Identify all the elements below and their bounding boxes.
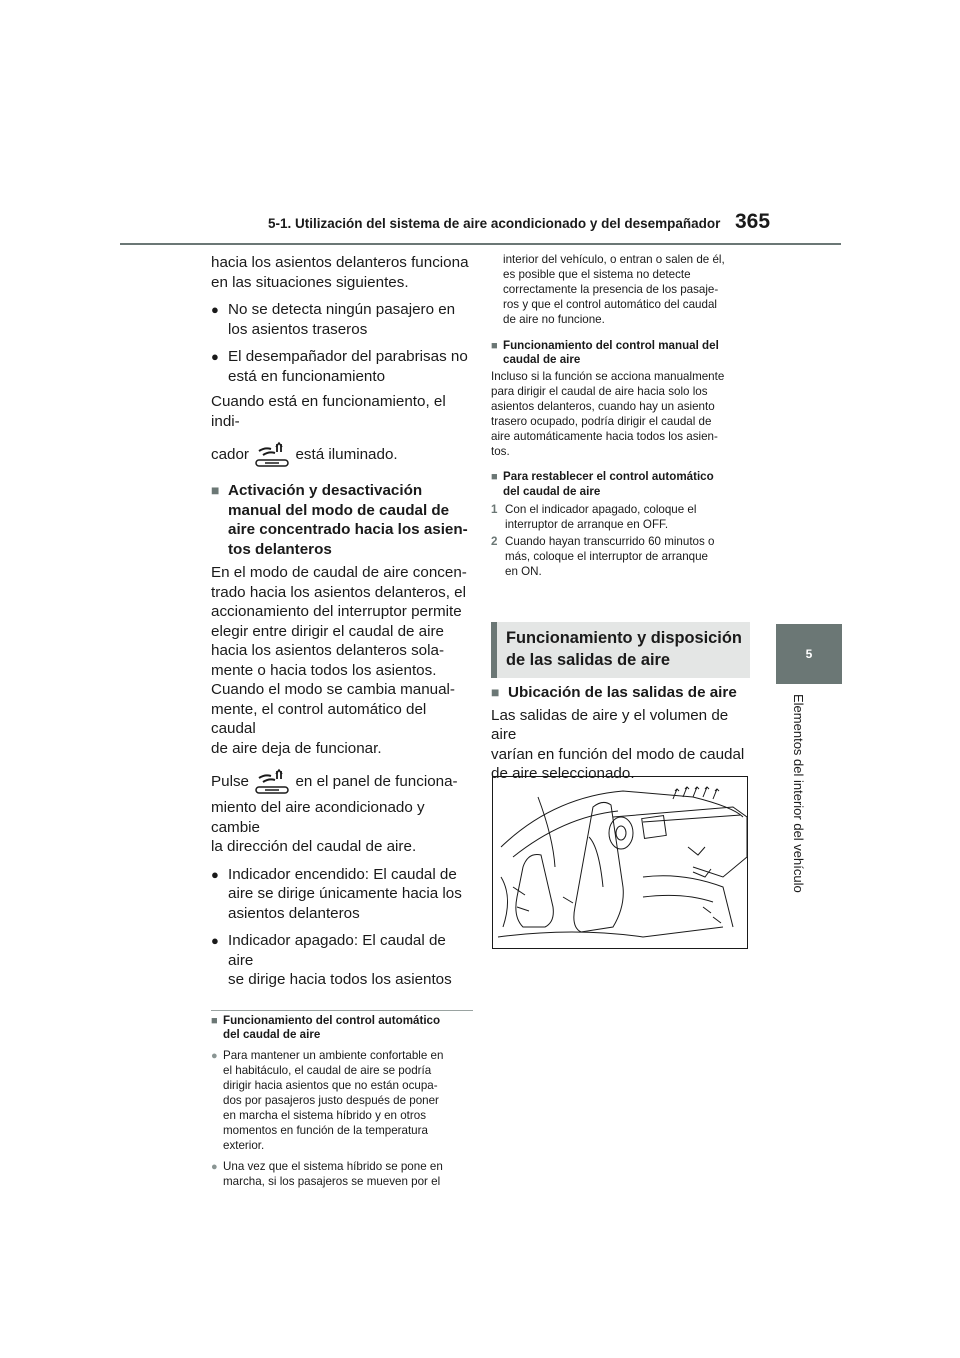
- paragraph-line: Cuando el modo se cambia manual-: [211, 681, 455, 698]
- bullet-text: aire se dirige únicamente hacia los: [228, 885, 462, 902]
- bullet-text: se dirige hacia todos los asientos: [228, 971, 452, 988]
- bullet-text: los asientos traseros: [228, 320, 368, 338]
- note-line: interior del vehículo, o entran o salen de él,: [503, 253, 725, 266]
- paragraph-line: elegir entre dirigir el caudal de aire: [211, 622, 445, 640]
- note-heading-line: Funcionamiento del control automático: [223, 1013, 441, 1027]
- page-number: 365: [735, 210, 771, 233]
- paragraph-line: mente o hacia todos los asientos.: [211, 661, 437, 679]
- note-item: [211, 1160, 473, 1190]
- paragraph-line: de aire deja de funcionar.: [211, 739, 382, 757]
- paragraph-line: accionamiento del interruptor permite: [211, 603, 462, 620]
- note-line: correctamente la presencia de los pasaje-: [503, 282, 719, 296]
- paragraph: [211, 563, 473, 758]
- section-title-line: Funcionamiento y disposición: [506, 629, 742, 647]
- bullet-text: Indicador encendido: El caudal de: [228, 865, 457, 883]
- press-line: miento del aire acondicionado y cambie: [211, 799, 425, 836]
- note-bullet-icon: ●: [211, 1160, 218, 1173]
- note-item: [211, 1049, 473, 1153]
- list-item: [211, 865, 473, 924]
- heading-line: Ubicación de las salidas de aire: [508, 684, 737, 701]
- outlets-section: [491, 683, 753, 784]
- note-heading: [211, 1014, 473, 1044]
- bullet-icon: ●: [211, 302, 219, 317]
- bullet-text: El desempañador del parabrisas no: [228, 348, 468, 365]
- step-line: Cuando hayan transcurrido 60 minutos o: [505, 535, 715, 549]
- step-line: en ON.: [505, 565, 542, 579]
- front-seat-airflow-icon: [253, 441, 291, 469]
- square-marker-icon: ■: [211, 1014, 218, 1027]
- paragraph-line: de aire seleccionado.: [491, 765, 635, 782]
- intro-line: en las situaciones siguientes.: [211, 273, 409, 291]
- note-line: Incluso si la función se acciona manualmente: [491, 370, 725, 384]
- bullet-text: está en funcionamiento: [228, 367, 386, 385]
- chapter-number: 5: [805, 647, 813, 661]
- vehicle-interior-illustration: [492, 776, 748, 949]
- section-title-box: [491, 622, 750, 678]
- note-line: exterior.: [223, 1138, 265, 1152]
- header-rule: [120, 243, 841, 245]
- note-line: el habitáculo, el caudal de aire se podría: [223, 1064, 432, 1078]
- indicator-after: está iluminado.: [295, 446, 398, 463]
- paragraph-line: varían en función del modo de caudal: [491, 745, 745, 763]
- bullet-text: Indicador apagado: El caudal de aire: [228, 932, 446, 969]
- note-line: tos.: [491, 444, 510, 458]
- step-line: más, coloque el interruptor de arranque: [505, 550, 709, 564]
- list-item: [211, 347, 473, 386]
- paragraph-line: mente, el control automático del caudal: [211, 700, 427, 737]
- notes-divider: [211, 1010, 473, 1011]
- note-line: aire automáticamente hacia todos los asien-: [491, 429, 718, 443]
- note-heading: [491, 339, 753, 369]
- cabin-drawing: [493, 777, 748, 949]
- note-line: dos por pasajeros justo después de poner: [223, 1094, 439, 1108]
- step-number: 2: [491, 535, 498, 549]
- note-line: ros y que el control automático del caudal: [503, 297, 717, 311]
- paragraph-line: En el modo de caudal de aire concen-: [211, 564, 467, 581]
- bullet-icon: ●: [211, 933, 219, 948]
- step-line: interruptor de arranque en OFF.: [505, 517, 669, 531]
- indicator-text: Cuando está en funcionamiento, el indi-: [211, 393, 446, 430]
- press-after: en el panel de funciona-: [295, 773, 458, 790]
- step-item: [491, 535, 753, 580]
- note-line: dirigir hacia asientos que no están ocupa-: [223, 1079, 438, 1093]
- bullet-icon: ●: [211, 349, 219, 364]
- note-line: para dirigir el caudal de aire hacia solo los: [491, 385, 708, 399]
- heading-line: manual del modo de caudal de: [228, 501, 450, 519]
- note-heading-line: Funcionamiento del control manual del: [503, 338, 719, 352]
- note-bullet-icon: ●: [211, 1050, 218, 1063]
- note-heading: [491, 470, 753, 500]
- header-section-title: 5-1. Utilización del sistema de aire acondicionado y del desempañador: [268, 216, 721, 231]
- paragraph-line: hacia los asientos delanteros sola-: [211, 642, 445, 659]
- list-item: [211, 931, 473, 990]
- press-before: Pulse: [211, 773, 249, 790]
- step-number: 1: [491, 502, 498, 516]
- note-line: asientos delanteros, cuando hay un asiento: [491, 400, 715, 414]
- front-seat-airflow-icon: [253, 768, 291, 796]
- intro-line: hacia los asientos delanteros funciona: [211, 254, 469, 271]
- paragraph-line: trado hacia los asientos delanteros, el: [211, 583, 466, 601]
- section-title-line: de las salidas de aire: [506, 651, 671, 670]
- note-line: es posible que el sistema no detecte: [503, 267, 691, 281]
- heading-line: aire concentrado hacia los asien-: [228, 521, 468, 538]
- indicator-text-line: [211, 439, 473, 471]
- chapter-label: Elementos del interior del vehículo: [791, 694, 806, 893]
- note-heading-line: del caudal de aire: [223, 1028, 321, 1042]
- indicator-before: cador: [211, 446, 249, 463]
- note-line: Para mantener un ambiente confortable en: [223, 1049, 444, 1063]
- list-item: [211, 300, 473, 339]
- chapter-tab[interactable]: [776, 624, 842, 684]
- note-line: de aire no funcione.: [503, 312, 605, 326]
- note-line: trasero ocupado, podría dirigir el caudal de: [491, 415, 712, 429]
- square-marker-icon: ■: [211, 482, 220, 498]
- heading-line: tos delanteros: [228, 540, 332, 558]
- square-marker-icon: ■: [491, 470, 498, 483]
- paragraph-line: Las salidas de aire y el volumen de aire: [491, 706, 729, 743]
- square-marker-icon: ■: [491, 339, 498, 352]
- heading-line: Activación y desactivación: [228, 482, 423, 499]
- note-line: marcha, si los pasajeros se mueven por el: [223, 1174, 441, 1188]
- section-heading: [491, 683, 753, 703]
- step-item: [491, 503, 753, 533]
- bullet-icon: ●: [211, 866, 219, 882]
- bullet-text: asientos delanteros: [228, 904, 360, 922]
- note-line: en marcha el sistema híbrido y en otros: [223, 1108, 426, 1122]
- left-column: [211, 253, 473, 1189]
- note-heading-line: Para restablecer el control automático: [503, 469, 714, 483]
- step-line: Con el indicador apagado, coloque el: [505, 502, 697, 516]
- press-line: la dirección del caudal de aire.: [211, 838, 417, 855]
- note-line: momentos en función de la temperatura: [223, 1123, 428, 1137]
- right-column: [491, 253, 753, 580]
- square-marker-icon: ■: [491, 684, 500, 700]
- note-heading-line: caudal de aire: [503, 353, 581, 367]
- bullet-text: No se detecta ningún pasajero en: [228, 301, 456, 318]
- note-heading-line: del caudal de aire: [503, 484, 601, 498]
- press-text-line: [211, 766, 473, 798]
- note-line: Una vez que el sistema híbrido se pone en: [223, 1159, 443, 1173]
- section-heading: [211, 481, 473, 559]
